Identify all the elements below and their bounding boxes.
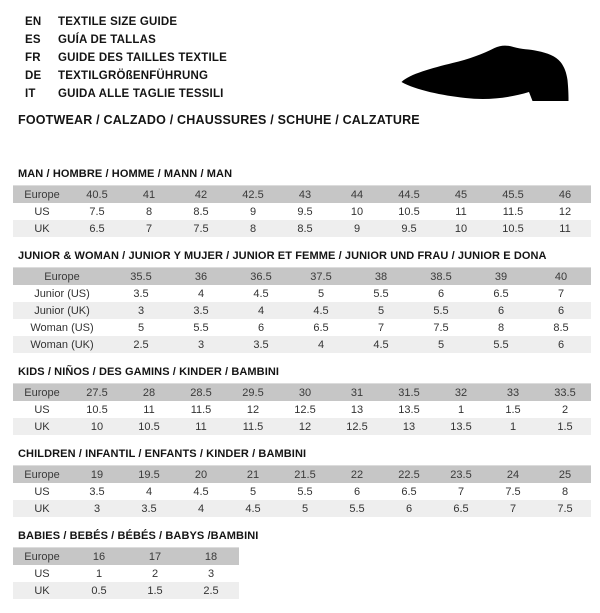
size-cell: 9 <box>249 205 257 218</box>
size-cell: 28 <box>142 386 156 399</box>
language-label: GUÍA DE TALLAS <box>58 34 156 46</box>
size-cell: 13 <box>402 420 416 433</box>
size-cell: 40 <box>554 270 568 283</box>
size-table <box>13 547 239 599</box>
size-cell: 38.5 <box>430 270 452 283</box>
size-cell: 4.5 <box>313 304 329 317</box>
size-cell: 12 <box>246 403 260 416</box>
size-cell: 6 <box>497 304 505 317</box>
size-cell: 44.5 <box>398 188 420 201</box>
size-cell: 9.5 <box>401 222 417 235</box>
size-cell: 5.5 <box>373 287 389 300</box>
shoe-icon <box>396 42 574 106</box>
table-row <box>13 203 591 220</box>
size-cell: 11.5 <box>502 205 524 218</box>
size-cell: 5 <box>249 485 257 498</box>
size-cell: 1 <box>509 420 517 433</box>
size-cell: 5 <box>137 321 145 334</box>
size-cell: 10.5 <box>398 205 420 218</box>
language-row <box>25 13 600 31</box>
size-cell: 44 <box>350 188 364 201</box>
size-cell: 6.5 <box>313 321 329 334</box>
size-cell: 5.5 <box>193 321 209 334</box>
size-cell: 4 <box>257 304 265 317</box>
size-cell: 4.5 <box>193 485 209 498</box>
size-cell: 37.5 <box>310 270 332 283</box>
size-table <box>13 185 591 237</box>
size-cell: 33.5 <box>554 386 576 399</box>
size-cell: 5.5 <box>433 304 449 317</box>
row-label: Junior (US) <box>34 287 90 300</box>
size-cell: 4.5 <box>253 287 269 300</box>
category-title: FOOTWEAR / CALZADO / CHAUSSURES / SCHUHE / CALZATURE <box>18 113 420 127</box>
table-row <box>13 319 591 336</box>
table-title: MAN / HOMBRE / HOMME / MANN / MAN <box>18 168 233 180</box>
language-code: FR <box>25 52 41 64</box>
size-section <box>13 168 600 237</box>
size-cell: 5 <box>437 338 445 351</box>
size-cell: 1.5 <box>147 584 163 597</box>
size-cell: 5.5 <box>349 502 365 515</box>
size-section <box>13 448 600 517</box>
size-cell: 19 <box>90 468 104 481</box>
size-cell: 7.5 <box>433 321 449 334</box>
size-cell: 13.5 <box>450 420 472 433</box>
size-cell: 12 <box>298 420 312 433</box>
table-title: KIDS / NIÑOS / DES GAMINS / KINDER / BAMBINI <box>18 366 280 378</box>
size-cell: 4.5 <box>245 502 261 515</box>
size-cell: 5 <box>377 304 385 317</box>
row-label: US <box>34 485 50 498</box>
size-cell: 11 <box>195 420 207 433</box>
size-cell: 7 <box>509 502 517 515</box>
size-cell: 7 <box>377 321 385 334</box>
size-cell: 36 <box>194 270 208 283</box>
size-cell: 40.5 <box>86 188 108 201</box>
row-label: UK <box>34 584 50 597</box>
size-cell: 8.5 <box>297 222 313 235</box>
size-cell: 5.5 <box>297 485 313 498</box>
size-cell: 7 <box>145 222 153 235</box>
table-row <box>13 500 591 517</box>
size-cell: 1.5 <box>505 403 521 416</box>
size-cell: 7 <box>457 485 465 498</box>
table-title: JUNIOR & WOMAN / JUNIOR Y MUJER / JUNIOR ET FEMME / JUNIOR UND FRAU / JUNIOR E DONA <box>18 250 547 262</box>
table-row <box>13 548 239 566</box>
size-cell: 11.5 <box>190 403 212 416</box>
table-row <box>13 302 591 319</box>
row-label: UK <box>34 420 50 433</box>
size-cell: 8 <box>249 222 257 235</box>
size-cell: 42 <box>194 188 208 201</box>
size-cell: 10.5 <box>86 403 108 416</box>
row-label: Europe <box>24 468 60 481</box>
size-cell: 12.5 <box>346 420 368 433</box>
size-cell: 4 <box>197 502 205 515</box>
size-cell: 0.5 <box>91 584 107 597</box>
size-cell: 1 <box>95 567 103 580</box>
size-cell: 6 <box>557 304 565 317</box>
size-cell: 7.5 <box>89 205 105 218</box>
row-label: UK <box>34 502 50 515</box>
size-cell: 8 <box>497 321 505 334</box>
row-label: US <box>34 205 50 218</box>
table-row <box>13 220 591 237</box>
language-code: ES <box>25 34 41 46</box>
language-label: TEXTILE SIZE GUIDE <box>58 16 178 28</box>
size-cell: 6.5 <box>493 287 509 300</box>
table-row <box>13 336 591 353</box>
size-cell: 3.5 <box>253 338 269 351</box>
size-cell: 16 <box>92 550 106 563</box>
size-tables <box>0 168 600 599</box>
size-cell: 1.5 <box>557 420 573 433</box>
size-cell: 36.5 <box>250 270 272 283</box>
size-cell: 11.5 <box>242 420 264 433</box>
size-cell: 24 <box>506 468 520 481</box>
table-row <box>13 582 239 599</box>
size-cell: 45.5 <box>502 188 524 201</box>
size-cell: 2.5 <box>203 584 219 597</box>
size-cell: 32 <box>454 386 468 399</box>
row-label: Junior (UK) <box>34 304 90 317</box>
size-cell: 22.5 <box>398 468 420 481</box>
size-cell: 3.5 <box>89 485 105 498</box>
size-cell: 6.5 <box>401 485 417 498</box>
size-cell: 7 <box>557 287 565 300</box>
size-cell: 10 <box>90 420 104 433</box>
size-cell: 10 <box>454 222 468 235</box>
language-label: GUIDA ALLE TAGLIE TESSILI <box>58 88 224 100</box>
size-cell: 7.5 <box>193 222 209 235</box>
size-cell: 5 <box>301 502 309 515</box>
size-cell: 27.5 <box>86 386 108 399</box>
language-code: IT <box>25 88 36 100</box>
row-label: Woman (UK) <box>30 338 94 351</box>
row-label: Europe <box>24 188 60 201</box>
size-cell: 18 <box>204 550 218 563</box>
row-label: Europe <box>24 386 60 399</box>
size-cell: 38 <box>374 270 388 283</box>
size-cell: 45 <box>454 188 468 201</box>
table-row <box>13 186 591 204</box>
page-header <box>0 13 600 127</box>
size-cell: 12 <box>558 205 572 218</box>
size-cell: 4.5 <box>373 338 389 351</box>
size-cell: 11 <box>455 205 467 218</box>
table-row <box>13 268 591 286</box>
size-cell: 9 <box>353 222 361 235</box>
table-title: CHILDREN / INFANTIL / ENFANTS / KINDER / BAMBINI <box>18 448 307 460</box>
size-cell: 46 <box>558 188 572 201</box>
size-cell: 6 <box>557 338 565 351</box>
language-label: TEXTILGRÖßENFÜHRUNG <box>58 70 209 82</box>
size-cell: 5 <box>317 287 325 300</box>
size-cell: 13 <box>350 403 364 416</box>
size-section <box>13 530 600 599</box>
size-cell: 42.5 <box>242 188 264 201</box>
size-cell: 43 <box>298 188 312 201</box>
size-cell: 29.5 <box>242 386 264 399</box>
size-cell: 31.5 <box>398 386 420 399</box>
size-cell: 3.5 <box>193 304 209 317</box>
size-cell: 3 <box>93 502 101 515</box>
size-cell: 22 <box>350 468 364 481</box>
size-cell: 30 <box>298 386 312 399</box>
size-cell: 4 <box>197 287 205 300</box>
size-cell: 41 <box>142 188 156 201</box>
size-cell: 8.5 <box>193 205 209 218</box>
table-row <box>13 285 591 302</box>
size-cell: 6.5 <box>89 222 105 235</box>
size-cell: 6 <box>353 485 361 498</box>
size-cell: 2.5 <box>133 338 149 351</box>
size-cell: 28.5 <box>190 386 212 399</box>
row-label: Woman (US) <box>30 321 94 334</box>
size-cell: 9.5 <box>297 205 313 218</box>
size-cell: 23.5 <box>450 468 472 481</box>
size-cell: 2 <box>151 567 159 580</box>
size-cell: 8 <box>561 485 569 498</box>
size-cell: 35.5 <box>130 270 152 283</box>
size-table <box>13 267 591 353</box>
size-cell: 1 <box>457 403 465 416</box>
size-section <box>13 366 600 435</box>
table-row <box>13 483 591 500</box>
size-table <box>13 465 591 517</box>
table-row <box>13 401 591 418</box>
language-label: GUIDE DES TAILLES TEXTILE <box>58 52 227 64</box>
size-cell: 7.5 <box>557 502 573 515</box>
size-cell: 8 <box>145 205 153 218</box>
size-cell: 5.5 <box>493 338 509 351</box>
size-cell: 39 <box>494 270 508 283</box>
size-cell: 4 <box>317 338 325 351</box>
size-cell: 21 <box>246 468 260 481</box>
size-cell: 10.5 <box>502 222 524 235</box>
size-cell: 7.5 <box>505 485 521 498</box>
size-section <box>13 250 600 353</box>
size-cell: 33 <box>506 386 520 399</box>
row-label: UK <box>34 222 50 235</box>
size-cell: 17 <box>148 550 162 563</box>
size-cell: 2 <box>561 403 569 416</box>
size-cell: 6 <box>437 287 445 300</box>
size-table <box>13 383 591 435</box>
size-cell: 12.5 <box>294 403 316 416</box>
table-title: BABIES / BEBÉS / BÉBÉS / BABYS /BAMBINI <box>18 530 259 542</box>
size-cell: 19.5 <box>138 468 160 481</box>
table-row <box>13 565 239 582</box>
size-cell: 11 <box>143 403 155 416</box>
table-row <box>13 418 591 435</box>
size-cell: 6 <box>257 321 265 334</box>
size-cell: 10 <box>350 205 364 218</box>
size-cell: 3.5 <box>141 502 157 515</box>
language-code: DE <box>25 70 42 82</box>
row-label: Europe <box>44 270 80 283</box>
size-cell: 4 <box>145 485 153 498</box>
language-code: EN <box>25 16 42 28</box>
row-label: Europe <box>24 550 60 563</box>
size-cell: 31 <box>350 386 364 399</box>
size-cell: 3 <box>197 338 205 351</box>
size-cell: 3 <box>137 304 145 317</box>
size-cell: 6.5 <box>453 502 469 515</box>
size-cell: 13.5 <box>398 403 420 416</box>
size-cell: 25 <box>558 468 572 481</box>
size-cell: 8.5 <box>553 321 569 334</box>
size-cell: 6 <box>405 502 413 515</box>
size-cell: 10.5 <box>138 420 160 433</box>
row-label: US <box>34 403 50 416</box>
size-cell: 3 <box>207 567 215 580</box>
size-cell: 20 <box>194 468 208 481</box>
table-row <box>13 384 591 402</box>
size-cell: 21.5 <box>294 468 316 481</box>
size-cell: 3.5 <box>133 287 149 300</box>
row-label: US <box>34 567 50 580</box>
size-cell: 11 <box>559 222 571 235</box>
table-row <box>13 466 591 484</box>
